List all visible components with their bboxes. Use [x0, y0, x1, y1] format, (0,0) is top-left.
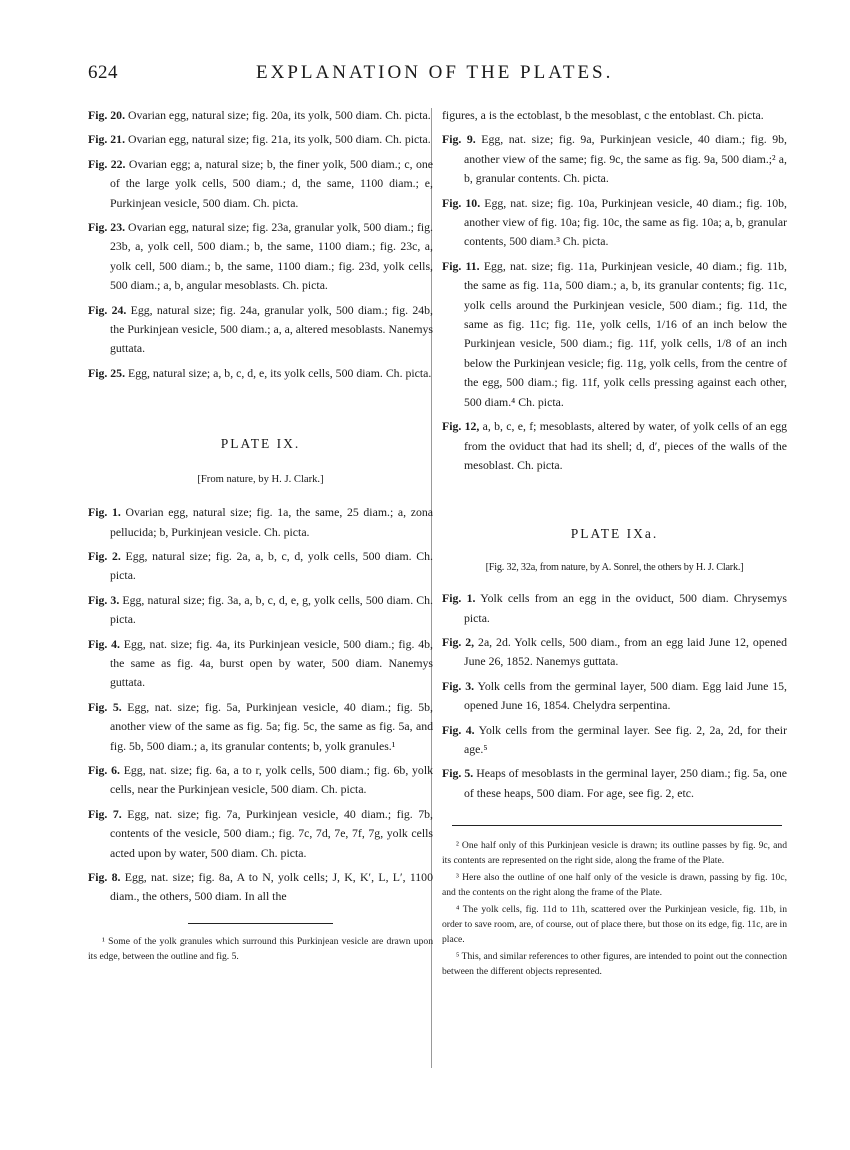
left-column: [88, 106, 433, 966]
figure-list-plate-ix: [88, 503, 433, 907]
footnote: ² One half only of this Purkinjean vesicle is drawn; its outline passes by fig. 9c, and its contents are represented on the right side, along the frame of the Plate.: [442, 840, 787, 867]
footnote-rule: [188, 923, 333, 924]
figure-entry: Fig. 6. Egg, nat. size; fig. 6a, a to r, yolk cells, 500 diam.; fig. 6b, yolk cells, near the Purkinjean vesicle, 500 diam. Ch. picta.: [88, 762, 433, 797]
figure-entry: Fig. 8. Egg, nat. size; fig. 8a, A to N, yolk cells; J, K, K′, L, L′, 1100 diam., the others, 500 diam. In all the: [88, 870, 433, 904]
figure-entry: Fig. 21. Ovarian egg, natural size; fig. 21a, its yolk, 500 diam. Ch. picta.: [88, 132, 431, 147]
figure-list-continued: [88, 106, 433, 383]
plate-credit: [From nature, by H. J. Clark.]: [197, 473, 324, 485]
figure-entry: Fig. 23. Ovarian egg, natural size; fig. 23a, granular yolk, 500 diam.; fig. 23b, a, yolk cell, 500 diam.; b, the same, 1100 diam.; fig. 23c, a, yolk cell, 500 diam.; b, the same, 1100 diam.; fig. 23d, yolk cells, 500 diam.; a, b, angular mesoblasts. Ch. picta.: [88, 220, 433, 293]
figure-entry: Fig. 9. Egg, nat. size; fig. 9a, Purkinjean vesicle, 40 diam.; fig. 9b, another view of the same; fig. 9c, the same as fig. 9a, 500 diam.;² a, b, granular contents. Ch. picta.: [442, 132, 787, 186]
running-title: EXPLANATION OF THE PLATES.: [256, 62, 614, 83]
figure-entry: Fig. 3. Yolk cells from the germinal layer, 500 diam. Egg laid June 15, opened June 16, 1854. Chelydra serpentina.: [442, 678, 788, 713]
plate-credit: [Fig. 32, 32a, from nature, by A. Sonrel, the others by H. J. Clark.]: [485, 561, 744, 573]
footnote: ⁵ This, and similar references to other figures, are intended to point out the connection between the different objects represented.: [442, 951, 787, 978]
page-header: [88, 62, 768, 88]
figure-entry: Fig. 22. Ovarian egg; a, natural size; b, the finer yolk, 500 diam.; c, one of the large yolk cells, 500 diam.; d, the same, 1100 diam.; e, Purkinjean vesicle, 500 diam. Ch. picta.: [88, 156, 433, 210]
figure-entry: Fig. 20. Ovarian egg, natural size; fig. 20a, its yolk, 500 diam. Ch. picta.: [88, 108, 431, 122]
figure-list-continued: [442, 106, 787, 475]
footnote: ⁴ The yolk cells, fig. 11d to 11h, scattered over the Purkinjean vesicle, fig. 11b, in order to save room, are, of course, out of place there, but those on its edge, fig. 11c, are in place.: [442, 904, 787, 946]
figure-entry: Fig. 24. Egg, natural size; fig. 24a, granular yolk, 500 diam.; fig. 24b, the Purkinjean vesicle, 500 diam.; a, a, altered mesoblasts. Nanemys guttata.: [88, 302, 434, 356]
figure-entry: Fig. 1. Yolk cells from an egg in the oviduct, 500 diam. Chrysemys picta.: [442, 591, 787, 625]
figure-entry: Fig. 2. Egg, natural size; fig. 2a, a, b, c, d, yolk cells, 500 diam. Ch. picta.: [88, 548, 433, 583]
plate-title: PLATE IXa.: [570, 526, 659, 542]
figure-entry: Fig. 4. Egg, nat. size; fig. 4a, its Purkinjean vesicle, 500 diam.; fig. 4b, the same as fig. 4a, burst open by water, 500 diam. Nanemys guttata.: [88, 636, 433, 690]
footnote: ³ Here also the outline of one half only of the vesicle is drawn, passing by fig. 10c, and the contents on the right along the frame of the Plate.: [442, 872, 787, 899]
figure-entry: Fig. 2, 2a, 2d. Yolk cells, 500 diam., from an egg laid June 12, opened June 26, 1852. Nanemys guttata.: [442, 634, 787, 669]
figure-list-plate-ixa: [442, 589, 787, 803]
figure-entry: Fig. 5. Egg, nat. size; fig. 5a, Purkinjean vesicle, 40 diam.; fig. 5b, another view of the same as fig. 5a; fig. 5c, the same as fig. 5a, and fig. 5b, 500 diam.; a, its granular contents; b, yolk granules.¹: [88, 699, 433, 753]
figure-entry: Fig. 10. Egg, nat. size; fig. 10a, Purkinjean vesicle, 40 diam.; fig. 10b, another view of fig. 10a; fig. 10c, the same as fig. 10a; a, b, granular contents, 500 diam.³ Ch. picta.: [442, 195, 788, 249]
figure-entry: Fig. 5. Heaps of mesoblasts in the germinal layer, 250 diam.; fig. 5a, one of these heaps, 500 diam. For age, see fig. 2, etc.: [442, 766, 787, 800]
figure-entry: Fig. 1. Ovarian egg, natural size; fig. 1a, the same, 25 diam.; a, zona pellucida; b, Purkinjean vesicle. Ch. picta.: [88, 505, 434, 539]
figure-entry: Fig. 12, a, b, c, e, f; mesoblasts, altered by water, of yolk cells of an egg from the oviduct that had its shell; d, d′, pieces of the walls of the mesoblast. Ch. picta.: [442, 419, 788, 472]
footnote-rule: [452, 825, 782, 826]
figure-entry: Fig. 4. Yolk cells from the germinal layer. See fig. 2, 2a, 2d, for their age.⁵: [442, 722, 787, 756]
figure-entry: Fig. 11. Egg, nat. size; fig. 11a, Purkinjean vesicle, 40 diam.; fig. 11b, the same as fig. 11a, 500 diam.; a, b, its granular contents; fig. 11c, yolk cells around the Purkinjean vesicle, 500 diam.; fig. 11d, the same as fig. 11c; fig. 11e, yolk cells, 1/16 of an inch below the Purkinjean vesicle, 500 diam.; fig. 11f, yolk cells, 1/8 of an inch below the Purkinjean vesicle; fig. 11g, yolk cells, from the centre of the egg, 500 diam.; fig. 11f, yolk cells pressing against each other, 500 diam.⁴ Ch. picta.: [442, 258, 787, 409]
figure-entry: Fig. 25. Egg, natural size; a, b, c, d, e, its yolk cells, 500 diam. Ch. picta.: [88, 365, 432, 380]
footnote: ¹ Some of the yolk granules which surround this Purkinjean vesicle are drawn upon its edge, between the outline and fig. 5.: [88, 935, 433, 962]
figure-entry: Fig. 7. Egg, nat. size; fig. 7a, Purkinjean vesicle, 40 diam.; fig. 7b, contents of the vesicle, 500 diam.; fig. 7c, 7d, 7e, 7f, 7g, yolk cells acted upon by water, 500 diam. Ch. picta.: [88, 806, 433, 860]
plate-title: PLATE IX.: [220, 436, 301, 452]
figure-entry: Fig. 3. Egg, natural size; fig. 3a, a, b, c, d, e, g, yolk cells, 500 diam. Ch. picta.: [88, 592, 433, 627]
right-column: [442, 106, 787, 981]
figure-entry: figures, a is the ectoblast, b the mesoblast, c the entoblast. Ch. picta.: [442, 108, 764, 122]
page-number: 624: [88, 62, 118, 83]
